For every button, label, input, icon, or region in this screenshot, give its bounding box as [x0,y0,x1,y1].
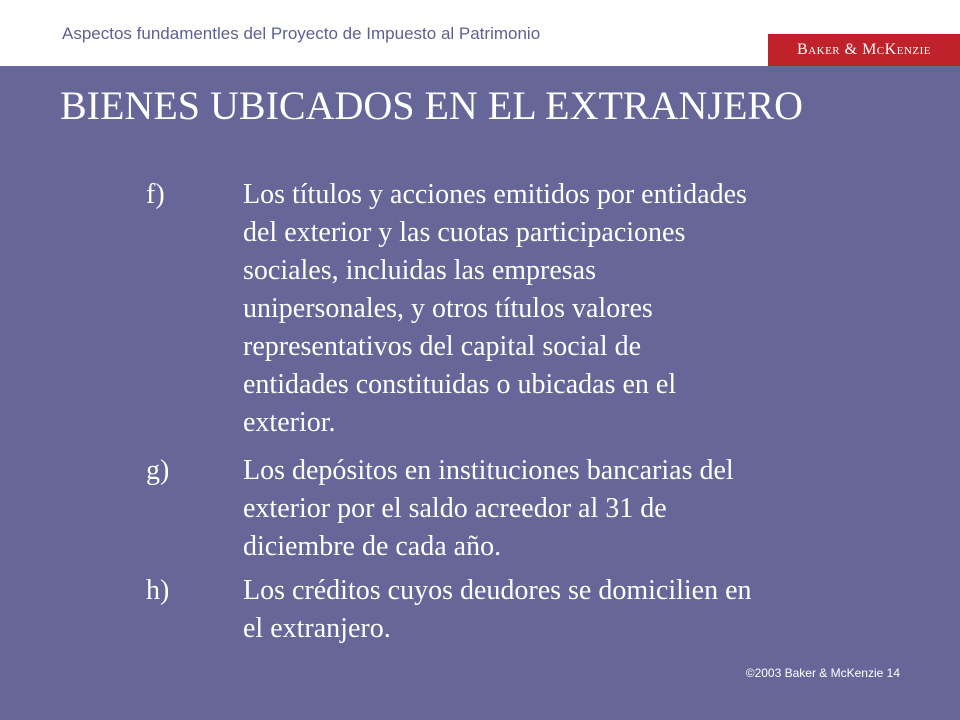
list-item-text: Los créditos cuyos deudores se domicilien en el extranjero. [243,575,752,644]
list-item-text: Los títulos y acciones emitidos por entidades del exterior y las cuotas participaciones sociales, incluidas las empresas unipersonales, y otros títulos valores representativos del capital social de entidades constituidas o ubicadas en el exterior. [243,179,747,438]
slide-title: BIENES UBICADOS EN EL EXTRANJERO [60,83,803,128]
list-item-marker: h) [146,575,170,606]
list-item-marker: g) [146,455,170,486]
list-item-text: Los depósitos en instituciones bancarias del exterior por el saldo acreedor al 31 de diciembre de cada año. [243,455,734,562]
presentation-subtitle: Aspectos fundamentles del Proyecto de Impuesto al Patrimonio [62,24,541,43]
baker-mckenzie-logo [768,34,960,66]
copyright-footer: ©2003 Baker & McKenzie 14 [745,666,900,680]
list-item-marker: f) [146,179,165,210]
header-bar [0,0,960,66]
slide-body [0,66,960,720]
logo-text: Baker & McKenzie [797,41,931,58]
